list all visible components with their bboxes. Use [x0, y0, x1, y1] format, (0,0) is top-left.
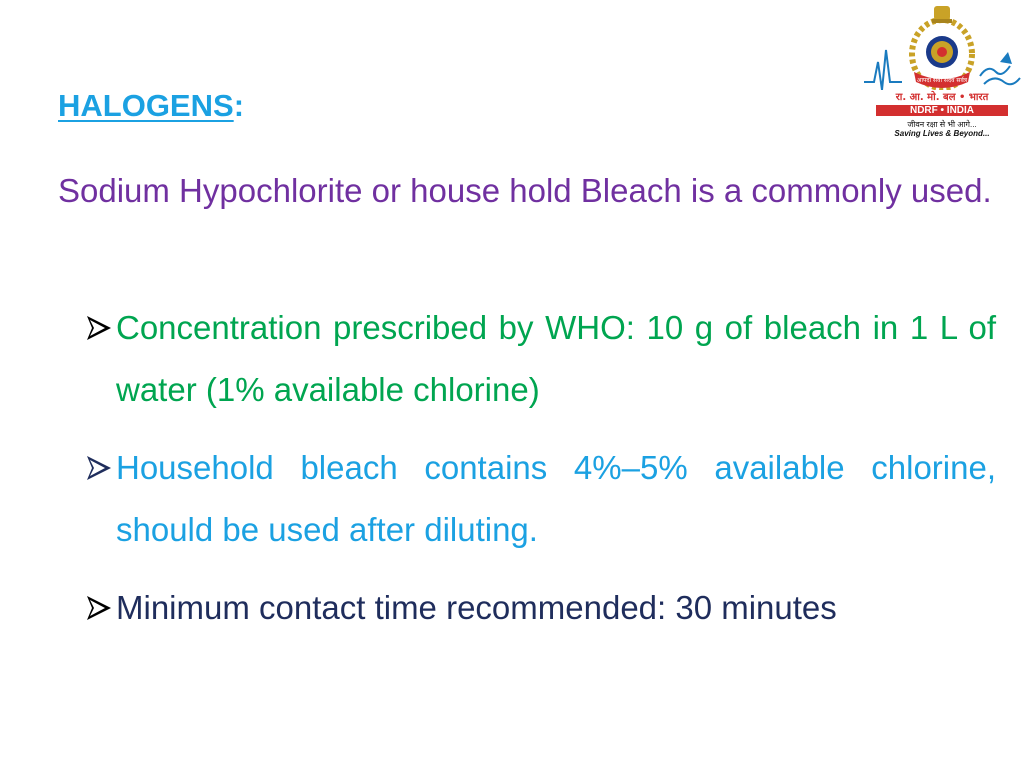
- intro-paragraph: Sodium Hypochlorite or house hold Bleach is a commonly used.: [58, 172, 992, 209]
- logo-motto: आपदा सेवा सदैव सर्वत्र: [916, 77, 968, 84]
- arrow-bullet-icon: [84, 437, 116, 499]
- logo-hindi-name: रा. आ. मो. बल • भारत: [895, 92, 989, 103]
- heading-colon: :: [233, 88, 245, 123]
- logo-tagline-english: Saving Lives & Beyond...: [894, 129, 990, 138]
- bullet-text: Concentration prescribed by WHO: 10 g of bleach in 1 L of water (1% available chlorine): [116, 309, 996, 408]
- arrow-bullet-icon: [84, 297, 116, 359]
- slide-heading: [58, 86, 244, 126]
- bullet-text: Minimum contact time recommended: 30 minutes: [116, 589, 837, 626]
- heading-text: HALOGENS: [58, 88, 234, 123]
- ndrf-logo: [862, 2, 1022, 140]
- ndrf-emblem-icon: [862, 2, 1022, 106]
- logo-org-name: NDRF • INDIA: [876, 105, 1008, 116]
- bullet-concentration: [84, 297, 996, 421]
- arrow-bullet-icon: [84, 577, 116, 639]
- bullet-household-bleach: [84, 437, 996, 561]
- bullet-text: Household bleach contains 4%–5% available chlorine, should be used after diluting.: [116, 449, 996, 548]
- bullet-contact-time: [84, 577, 996, 639]
- logo-tagline-hindi: जीवन रक्षा से भी आगे...: [907, 120, 977, 129]
